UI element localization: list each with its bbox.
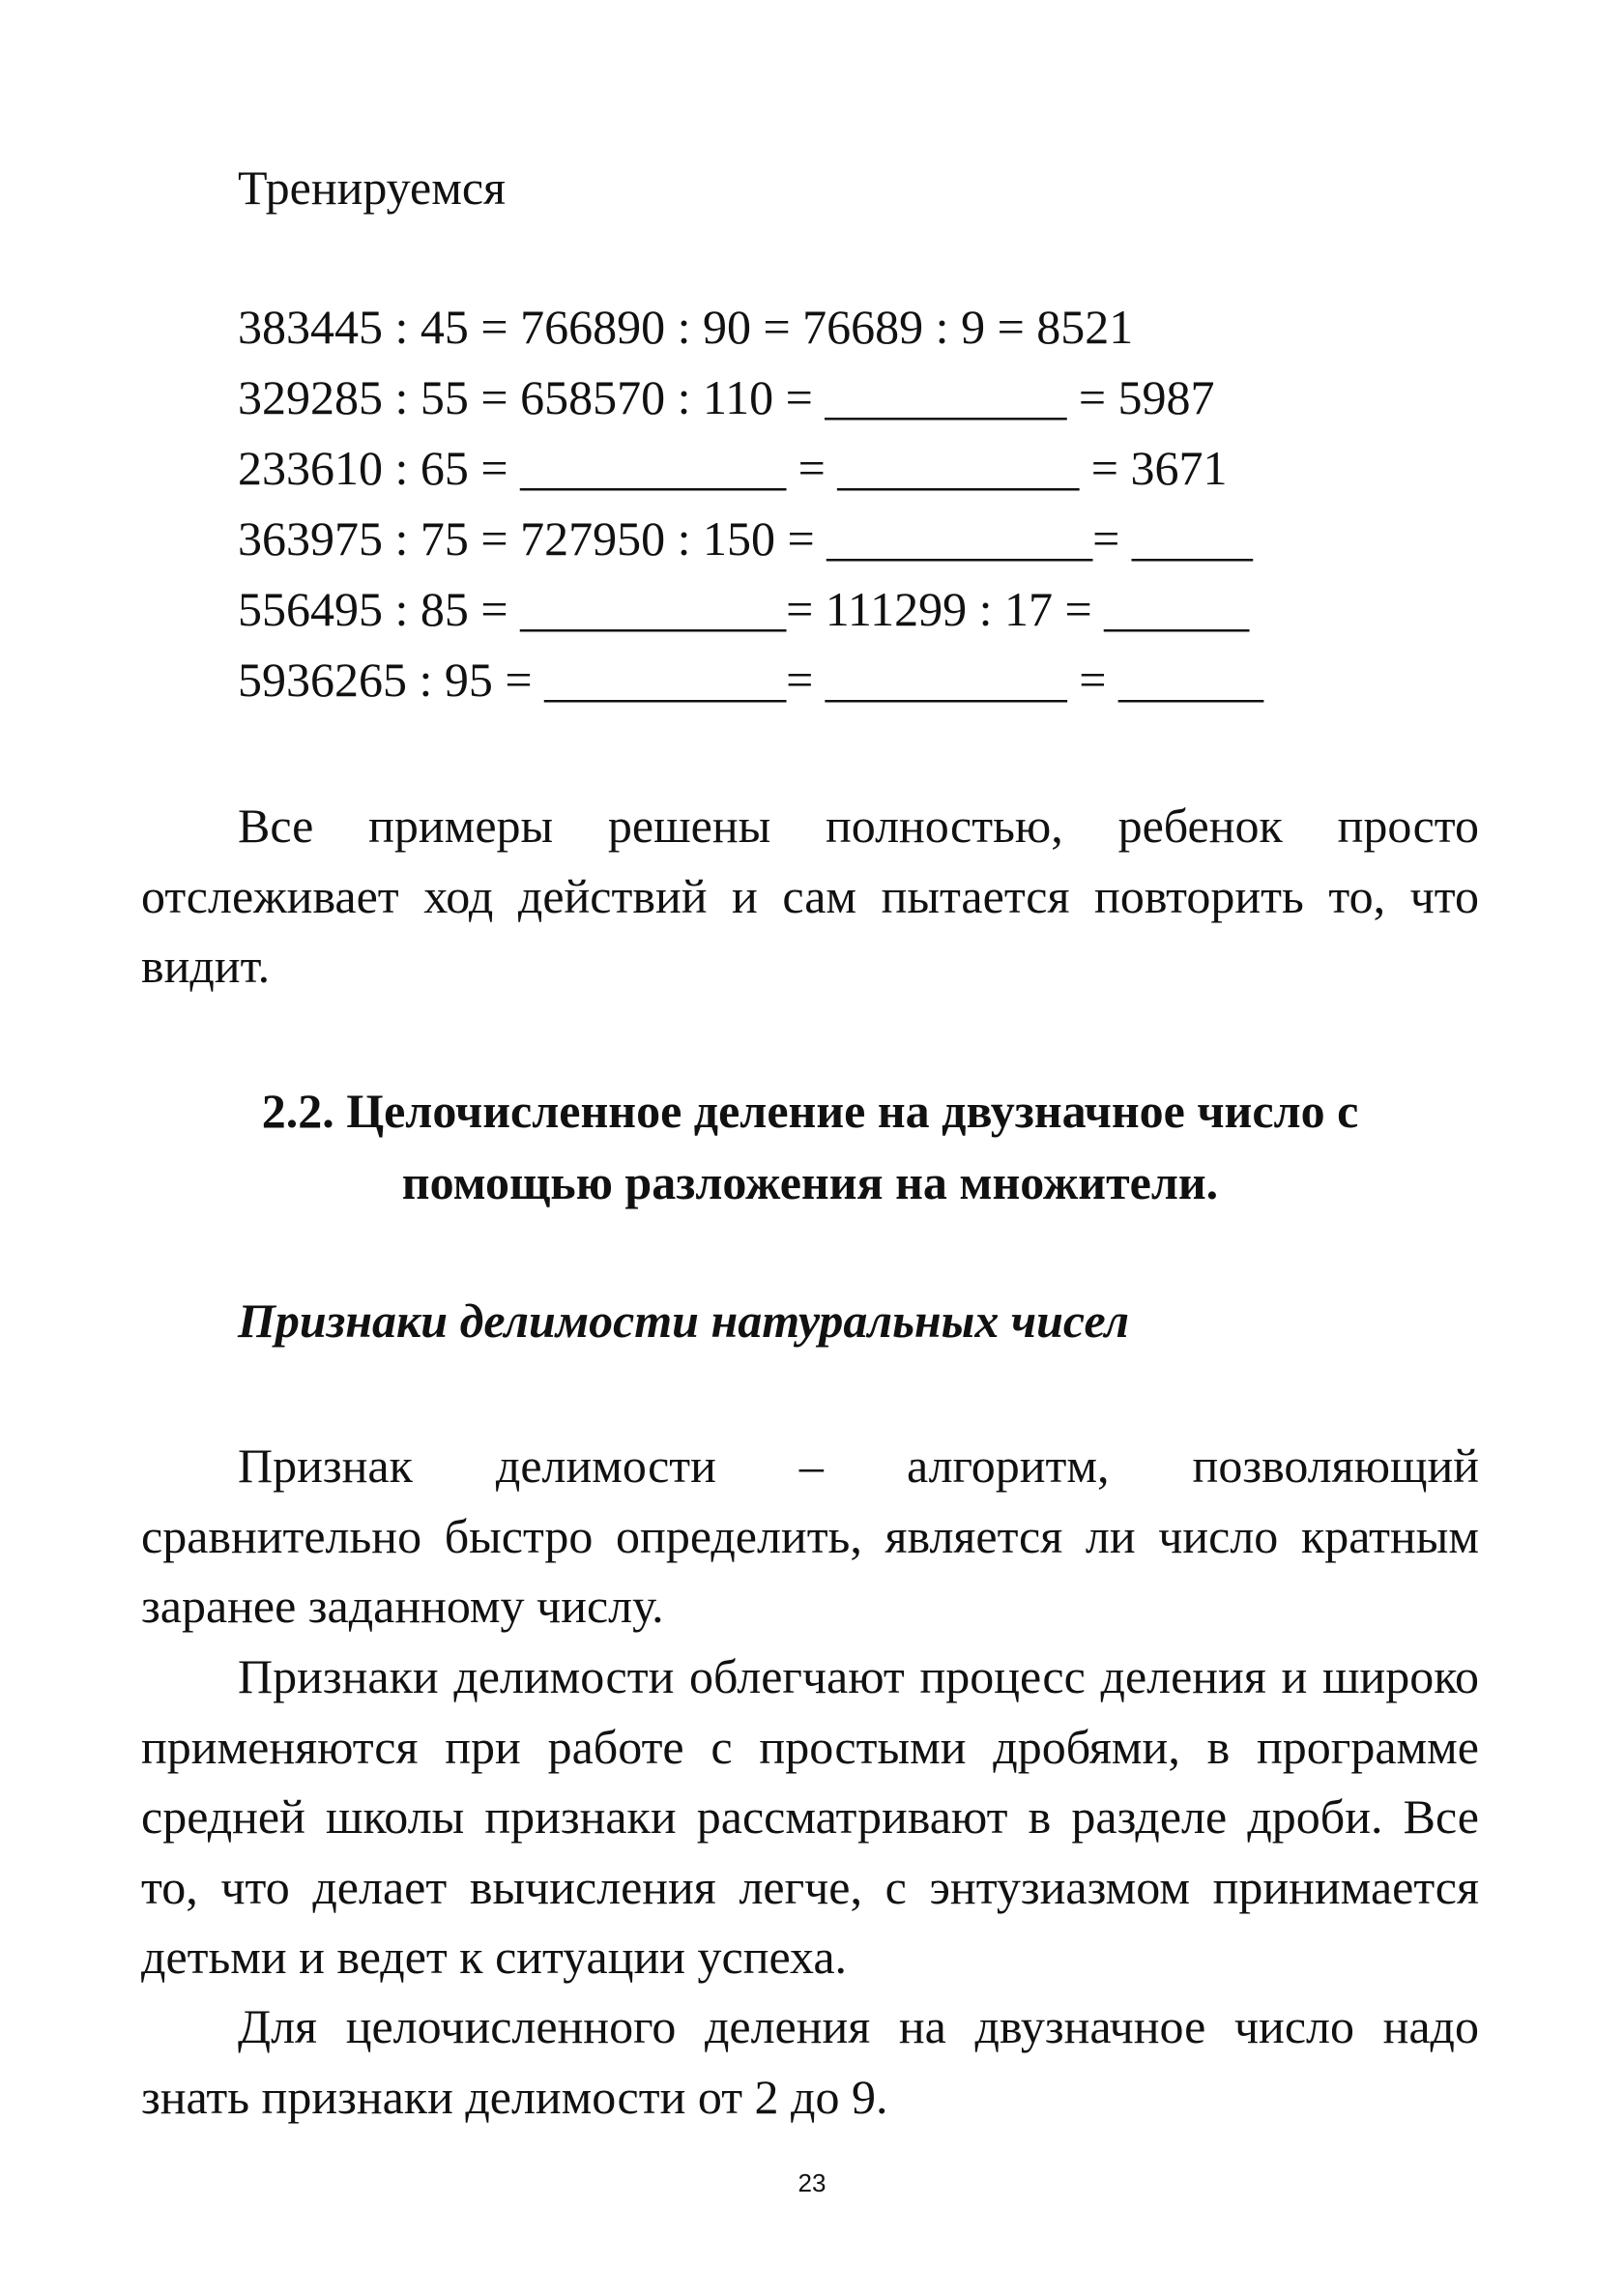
equation-line-2: 329285 : 55 = 658570 : 110 = __________ = 5987 [238, 370, 1215, 424]
section-subheading: Признаки делимости натуральных чисел [238, 1293, 1130, 1348]
equation-line-6: 5936265 : 95 = __________= __________ = ______ [238, 653, 1263, 707]
section-heading [141, 1075, 1479, 1218]
equation-line-1: 383445 : 45 = 766890 : 90 = 76689 : 9 = 8521 [238, 300, 1134, 354]
page-number: 23 [798, 2168, 826, 2197]
equation-line-3: 233610 : 65 = ___________ = __________ = 3671 [238, 441, 1228, 495]
intro-paragraph: Все примеры решены полностью, ребенок просто отслеживает ход действий и сам пытается повторить то, что видит. [141, 799, 1479, 993]
equation-line-4: 363975 : 75 = 727950 : 150 = ___________= _____ [238, 511, 1253, 566]
body-paragraph-3: Для целочисленного деления на двузначное число надо знать признаки делимости от 2 до 9. [141, 1999, 1479, 2124]
practice-title: Тренируемся [238, 160, 507, 215]
section-heading-line-1: 2.2. Целочисленное деление на двузначное число с [261, 1084, 1359, 1138]
equation-line-5: 556495 : 85 = ___________= 111299 : 17 = ______ [238, 582, 1250, 636]
body-paragraph-1: Признак делимости – алгоритм, позволяющий сравнительно быстро определить, является ли число кратным заранее заданному числу. [141, 1439, 1479, 1633]
section-heading-line-2: помощью разложения на множители. [401, 1155, 1219, 1209]
body-paragraph-2: Признаки делимости облегчают процесс деления и широко применяются при работе с простыми дробями, в программе средней школы признаки рассматривают в разделе дроби. Все то, что делает вычисления легче, с энтузиазмом принимается детьми и ведет к ситуации успеха. [141, 1649, 1479, 1984]
